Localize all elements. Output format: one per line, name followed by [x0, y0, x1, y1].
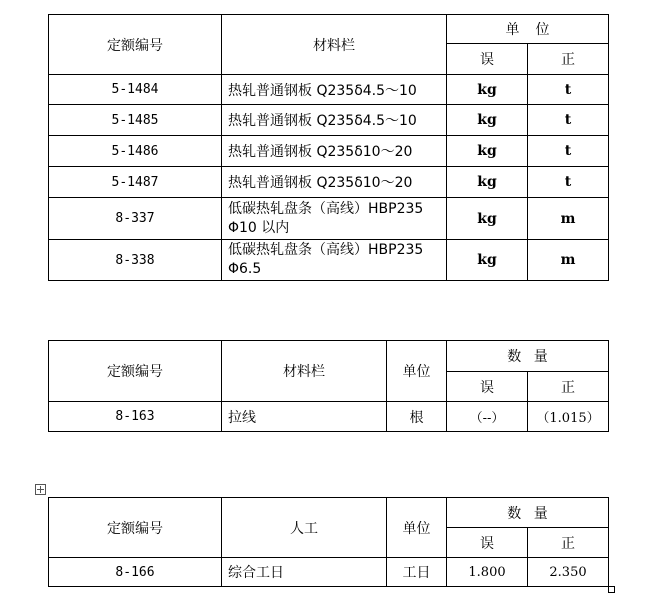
material-line1: 低碳热轧盘条（高线）HBP235: [228, 242, 424, 258]
header-quantity-label: 数 量: [507, 505, 548, 522]
header-code: 定额编号: [49, 341, 222, 402]
row-correct: （1.015）: [528, 402, 609, 432]
row-material: [222, 167, 447, 198]
row-correct: m: [528, 240, 609, 281]
table-row: [49, 105, 609, 136]
table-move-handle-icon[interactable]: [35, 484, 46, 495]
header-quantity: [447, 498, 609, 528]
row-correct: t: [528, 167, 609, 198]
material-line2: Φ10 以内: [228, 219, 290, 236]
header-wrong: 误: [447, 44, 528, 75]
row-correct: t: [528, 136, 609, 167]
row-wrong: kg: [447, 75, 528, 105]
header-correct: 正: [528, 372, 609, 402]
table-row: [49, 198, 609, 240]
table-row: [49, 136, 609, 167]
material-line2: Φ6.5: [228, 261, 262, 277]
header-wrong: 误: [447, 372, 528, 402]
header-labor: 人工: [222, 498, 387, 558]
row-code: 5-1485: [49, 105, 222, 136]
row-code: 8-163: [49, 402, 222, 432]
correction-table-unit: [48, 14, 609, 281]
table-row: [49, 402, 609, 432]
row-correct: m: [528, 198, 609, 240]
header-unit: 单位: [387, 498, 447, 558]
row-code: 8-166: [49, 558, 222, 587]
row-material: [222, 75, 447, 105]
header-wrong: 误: [447, 528, 528, 558]
header-unit: 单位: [387, 341, 447, 402]
table-row: [49, 558, 609, 587]
material-line1: 热轧普通钢板 Q235δ10～20: [228, 144, 413, 160]
row-code: 5-1484: [49, 75, 222, 105]
material-line1: 热轧普通钢板 Q235δ10～20: [228, 175, 413, 191]
row-unit: 根: [387, 402, 447, 432]
header-material: 材料栏: [222, 15, 447, 75]
table-row: [49, 240, 609, 281]
row-material: [222, 105, 447, 136]
row-code: 5-1487: [49, 167, 222, 198]
row-material: [222, 136, 447, 167]
table-row: [49, 75, 609, 105]
row-labor: 综合工日: [222, 558, 387, 587]
row-wrong: kg: [447, 167, 528, 198]
row-wrong: kg: [447, 240, 528, 281]
table-row: [49, 167, 609, 198]
header-correct: 正: [528, 44, 609, 75]
row-unit: 工日: [387, 558, 447, 587]
row-code: 8-337: [49, 198, 222, 240]
row-wrong: kg: [447, 105, 528, 136]
row-wrong: （--）: [447, 402, 528, 432]
header-code: 定额编号: [49, 15, 222, 75]
header-unit-label: 单位: [505, 22, 566, 38]
row-correct: t: [528, 105, 609, 136]
table-resize-handle[interactable]: [608, 586, 615, 593]
header-quantity: [447, 341, 609, 372]
row-code: 5-1486: [49, 136, 222, 167]
row-material: 拉线: [222, 402, 387, 432]
correction-table-labor: [48, 497, 609, 587]
row-correct: t: [528, 75, 609, 105]
header-material: 材料栏: [222, 341, 387, 402]
row-correct: 2.350: [528, 558, 609, 587]
header-correct: 正: [528, 528, 609, 558]
header-unit: [447, 15, 609, 44]
correction-table-quantity: [48, 340, 609, 432]
header-code: 定额编号: [49, 498, 222, 558]
header-quantity-label: 数 量: [507, 349, 548, 365]
material-line1: 低碳热轧盘条（高线）HBP235: [228, 200, 424, 217]
material-line1: 热轧普通钢板 Q235δ4.5～10: [228, 113, 417, 129]
row-code: 8-338: [49, 240, 222, 281]
row-wrong: 1.800: [447, 558, 528, 587]
material-line1: 热轧普通钢板 Q235δ4.5～10: [228, 82, 417, 99]
row-material: [222, 240, 447, 281]
row-material: [222, 198, 447, 240]
row-wrong: kg: [447, 136, 528, 167]
row-wrong: kg: [447, 198, 528, 240]
